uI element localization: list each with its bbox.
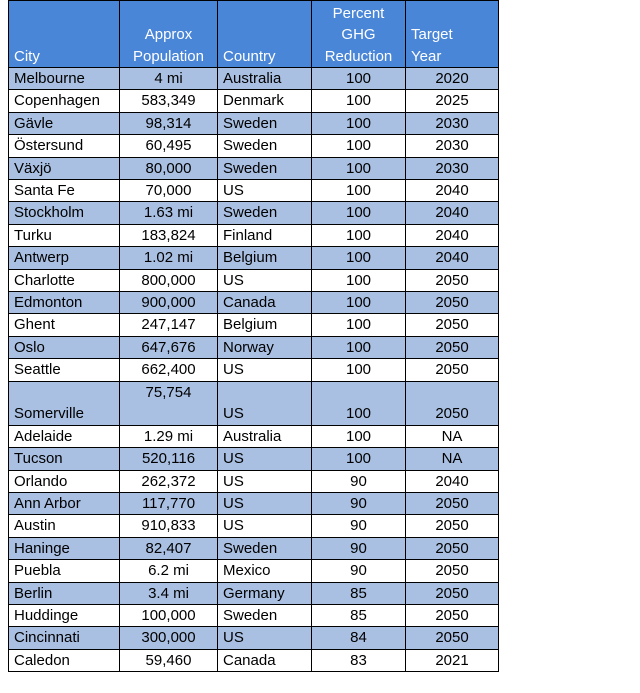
cell-population: 70,000 [120, 180, 218, 202]
cell-city: Edmonton [9, 292, 120, 314]
cell-population: 647,676 [120, 336, 218, 358]
cell-reduction: 90 [312, 537, 406, 559]
cell-population: 262,372 [120, 470, 218, 492]
cell-reduction: 100 [312, 292, 406, 314]
table-row [9, 202, 499, 224]
cell-city: Somerville [9, 381, 120, 425]
header-population: Approx Population [120, 1, 218, 68]
cell-reduction: 100 [312, 135, 406, 157]
cell-year: 2050 [406, 336, 499, 358]
table-row [9, 515, 499, 537]
cell-reduction: 84 [312, 627, 406, 649]
cell-reduction: 100 [312, 112, 406, 134]
cell-population: 247,147 [120, 314, 218, 336]
cell-city: Gävle [9, 112, 120, 134]
table-row [9, 247, 499, 269]
cell-country: Canada [218, 292, 312, 314]
cell-city: Charlotte [9, 269, 120, 291]
cell-country: US [218, 448, 312, 470]
cell-country: Sweden [218, 537, 312, 559]
cell-country: US [218, 381, 312, 425]
cell-year: 2040 [406, 224, 499, 246]
cell-year: 2050 [406, 314, 499, 336]
cell-city: Oslo [9, 336, 120, 358]
table-row [9, 68, 499, 90]
cell-year: 2050 [406, 627, 499, 649]
header-reduction: Percent GHG Reduction [312, 1, 406, 68]
cell-year: 2050 [406, 492, 499, 514]
cell-year: 2050 [406, 359, 499, 381]
cell-reduction: 100 [312, 68, 406, 90]
cell-year: 2050 [406, 582, 499, 604]
table-row [9, 292, 499, 314]
cell-country: Sweden [218, 135, 312, 157]
table-row [9, 90, 499, 112]
cell-reduction: 100 [312, 269, 406, 291]
cell-city: Puebla [9, 560, 120, 582]
cell-city: Santa Fe [9, 180, 120, 202]
cell-year: 2050 [406, 515, 499, 537]
cell-reduction: 100 [312, 314, 406, 336]
cell-year: 2040 [406, 202, 499, 224]
cell-country: Sweden [218, 604, 312, 626]
cell-year: 2050 [406, 381, 499, 425]
cell-country: US [218, 359, 312, 381]
cell-reduction: 100 [312, 359, 406, 381]
cell-year: 2030 [406, 112, 499, 134]
cell-reduction: 90 [312, 515, 406, 537]
cell-population: 520,116 [120, 448, 218, 470]
header-row [9, 1, 499, 68]
cell-city: Huddinge [9, 604, 120, 626]
cell-reduction: 85 [312, 582, 406, 604]
cell-city: Turku [9, 224, 120, 246]
table-row [9, 492, 499, 514]
cell-city: Stockholm [9, 202, 120, 224]
header-city: City [9, 1, 120, 68]
cell-population: 910,833 [120, 515, 218, 537]
cell-reduction: 100 [312, 381, 406, 425]
table-row [9, 336, 499, 358]
cell-country: US [218, 515, 312, 537]
cell-population: 300,000 [120, 627, 218, 649]
cell-country: US [218, 269, 312, 291]
cell-population: 662,400 [120, 359, 218, 381]
table-row [9, 537, 499, 559]
cell-year: 2050 [406, 604, 499, 626]
cell-reduction: 100 [312, 90, 406, 112]
cell-reduction: 100 [312, 448, 406, 470]
cell-country: Germany [218, 582, 312, 604]
cell-reduction: 100 [312, 336, 406, 358]
table-row [9, 112, 499, 134]
cell-country: Finland [218, 224, 312, 246]
table-row [9, 359, 499, 381]
table-row [9, 135, 499, 157]
cell-country: Belgium [218, 247, 312, 269]
cell-population: 117,770 [120, 492, 218, 514]
cell-city: Ghent [9, 314, 120, 336]
table-row [9, 180, 499, 202]
cell-reduction: 85 [312, 604, 406, 626]
cell-city: Antwerp [9, 247, 120, 269]
table-row [9, 314, 499, 336]
cell-country: US [218, 492, 312, 514]
cell-population: 183,824 [120, 224, 218, 246]
cell-city: Växjö [9, 157, 120, 179]
cell-city: Melbourne [9, 68, 120, 90]
ghg-reduction-table [8, 0, 499, 672]
cell-city: Ann Arbor [9, 492, 120, 514]
cell-city: Adelaide [9, 425, 120, 447]
cell-year: NA [406, 448, 499, 470]
cell-reduction: 90 [312, 560, 406, 582]
cell-population: 4 mi [120, 68, 218, 90]
table-row [9, 560, 499, 582]
cell-population: 75,754 [120, 381, 218, 425]
cell-country: Australia [218, 68, 312, 90]
cell-population: 1.29 mi [120, 425, 218, 447]
table-row [9, 224, 499, 246]
table-row [9, 157, 499, 179]
cell-population: 98,314 [120, 112, 218, 134]
cell-reduction: 100 [312, 224, 406, 246]
cell-population: 6.2 mi [120, 560, 218, 582]
cell-city: Haninge [9, 537, 120, 559]
cell-reduction: 100 [312, 180, 406, 202]
cell-city: Orlando [9, 470, 120, 492]
cell-country: Mexico [218, 560, 312, 582]
table-row [9, 381, 499, 425]
cell-country: US [218, 470, 312, 492]
cell-year: 2021 [406, 649, 499, 671]
cell-population: 3.4 mi [120, 582, 218, 604]
cell-year: 2020 [406, 68, 499, 90]
table-row [9, 470, 499, 492]
cell-reduction: 83 [312, 649, 406, 671]
cell-reduction: 90 [312, 492, 406, 514]
cell-population: 583,349 [120, 90, 218, 112]
cell-population: 59,460 [120, 649, 218, 671]
cell-population: 100,000 [120, 604, 218, 626]
table-row [9, 269, 499, 291]
table-row [9, 604, 499, 626]
cell-country: Sweden [218, 202, 312, 224]
cell-city: Tucson [9, 448, 120, 470]
cell-country: Belgium [218, 314, 312, 336]
table-row [9, 582, 499, 604]
cell-country: Australia [218, 425, 312, 447]
cell-city: Copenhagen [9, 90, 120, 112]
cell-reduction: 100 [312, 425, 406, 447]
cell-city: Austin [9, 515, 120, 537]
cell-year: 2050 [406, 537, 499, 559]
cell-population: 1.63 mi [120, 202, 218, 224]
cell-year: NA [406, 425, 499, 447]
cell-city: Seattle [9, 359, 120, 381]
table-row [9, 627, 499, 649]
header-year: Target Year [406, 1, 499, 68]
cell-year: 2050 [406, 560, 499, 582]
cell-year: 2050 [406, 269, 499, 291]
cell-reduction: 100 [312, 157, 406, 179]
table-body [9, 68, 499, 672]
cell-year: 2030 [406, 135, 499, 157]
cell-city: Caledon [9, 649, 120, 671]
cell-city: Berlin [9, 582, 120, 604]
cell-population: 900,000 [120, 292, 218, 314]
cell-country: Sweden [218, 157, 312, 179]
cell-reduction: 90 [312, 470, 406, 492]
header-country: Country [218, 1, 312, 68]
cell-population: 1.02 mi [120, 247, 218, 269]
cell-country: Canada [218, 649, 312, 671]
cell-city: Östersund [9, 135, 120, 157]
cell-country: Sweden [218, 112, 312, 134]
cell-reduction: 100 [312, 202, 406, 224]
cell-year: 2050 [406, 292, 499, 314]
cell-country: US [218, 627, 312, 649]
cell-population: 60,495 [120, 135, 218, 157]
cell-year: 2030 [406, 157, 499, 179]
cell-population: 82,407 [120, 537, 218, 559]
cell-city: Cincinnati [9, 627, 120, 649]
cell-population: 80,000 [120, 157, 218, 179]
table-row [9, 448, 499, 470]
cell-country: US [218, 180, 312, 202]
table-row [9, 425, 499, 447]
cell-country: Denmark [218, 90, 312, 112]
cell-year: 2025 [406, 90, 499, 112]
cell-year: 2040 [406, 470, 499, 492]
cell-reduction: 100 [312, 247, 406, 269]
cell-year: 2040 [406, 180, 499, 202]
cell-population: 800,000 [120, 269, 218, 291]
cell-country: Norway [218, 336, 312, 358]
cell-year: 2040 [406, 247, 499, 269]
table-row [9, 649, 499, 671]
